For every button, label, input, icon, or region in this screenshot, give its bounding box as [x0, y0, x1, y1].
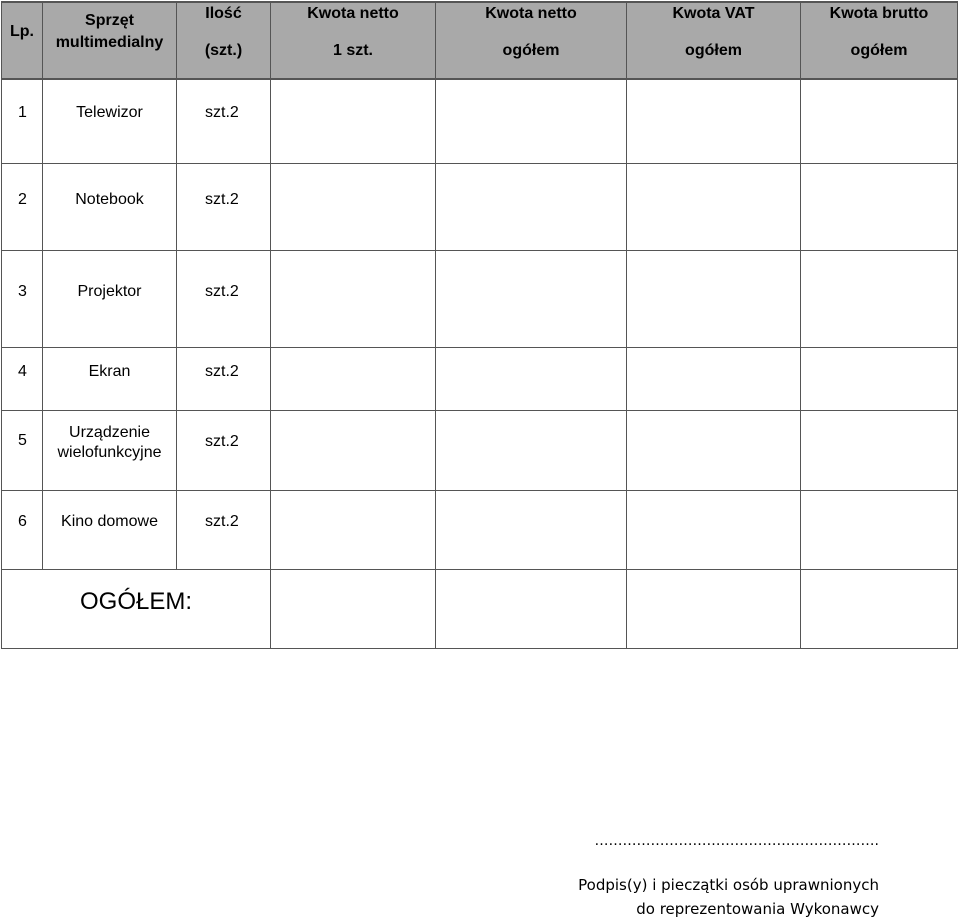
table-border-top	[2, 1, 958, 3]
row-lp: 2	[18, 191, 27, 208]
header-qty-line2: (szt.)	[204, 42, 243, 59]
table-border-bottom	[2, 648, 958, 649]
header-qty-line1: Ilość	[205, 5, 242, 22]
header-item-line1: Sprzęt	[85, 12, 134, 29]
row-lp: 1	[18, 104, 27, 121]
table-border-header-bottom	[2, 78, 958, 80]
row-qty: szt.2	[205, 283, 239, 300]
table-row-divider	[2, 347, 958, 348]
table-row-divider	[2, 490, 958, 491]
table-row-divider	[2, 163, 958, 164]
row-qty: szt.2	[205, 513, 239, 530]
total-label: OGÓŁEM:	[79, 588, 193, 615]
signature-caption-line1: Podpis(y) i pieczątki osób uprawnionych	[578, 876, 879, 894]
row-item: Telewizor	[76, 104, 143, 121]
row-item: Kino domowe	[61, 513, 158, 530]
row-item: Notebook	[75, 191, 144, 208]
column-divider	[626, 1, 627, 649]
row-qty: szt.2	[205, 104, 239, 121]
row-item: Projektor	[77, 283, 142, 300]
header-gross-total-line1: Kwota brutto	[829, 5, 929, 22]
header-net-unit-line2: 1 szt.	[332, 42, 373, 59]
row-qty: szt.2	[205, 433, 239, 450]
header-vat-total-line2: ogółem	[685, 42, 742, 59]
header-item-line2: multimedialny	[55, 34, 164, 51]
column-divider	[176, 1, 177, 570]
table-row-divider	[2, 569, 958, 570]
table-border-right	[957, 1, 958, 649]
row-lp: 6	[18, 513, 27, 530]
table-row-divider	[2, 410, 958, 411]
header-net-total-line1: Kwota netto	[485, 5, 577, 22]
column-divider	[435, 1, 436, 649]
row-lp: 4	[18, 363, 27, 380]
header-gross-total-line2: ogółem	[850, 42, 908, 59]
signature-dots: …………………………………………………….	[594, 833, 879, 849]
row-qty: szt.2	[205, 363, 239, 380]
row-qty: szt.2	[205, 191, 239, 208]
column-divider	[270, 1, 271, 649]
header-lp: Lp.	[10, 23, 34, 40]
header-vat-total-line1: Kwota VAT	[672, 5, 755, 22]
row-lp: 3	[18, 283, 27, 300]
header-net-total-line2: ogółem	[502, 42, 560, 59]
row-item-line2: wielofunkcyjne	[57, 444, 162, 461]
table-row-divider	[2, 250, 958, 251]
table-border-left	[1, 1, 2, 649]
signature-caption-line2: do reprezentowania Wykonawcy	[636, 900, 879, 918]
row-item-line1: Urządzenie	[69, 424, 150, 441]
row-lp: 5	[18, 432, 27, 449]
row-item: Ekran	[88, 363, 131, 380]
column-divider	[800, 1, 801, 649]
header-net-unit-line1: Kwota netto	[307, 5, 399, 22]
